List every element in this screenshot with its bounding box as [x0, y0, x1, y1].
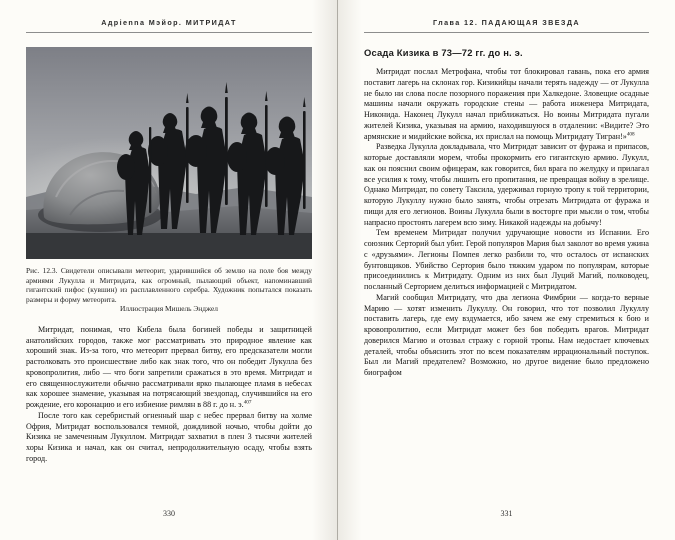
right-page: [338, 0, 675, 540]
right-running-head: [364, 18, 649, 33]
left-footnote-marker-1: 407: [243, 399, 252, 406]
right-paragraph-1: [364, 67, 649, 142]
right-folio: 331: [500, 509, 513, 518]
figure-illustration: [26, 47, 312, 259]
right-paragraph-4: Магий сообщил Митридату, что два легиона Фимбрии — когда-то верные Марию — хотят изменить Лукуллу. Он говорил, что тот позволил Лукуллу поставить лагерь, где ему вздумается, ибо зачем же ему стремиться к бою и кровопролитию, если Митридат может без боя победить врагов. Митридат доверился Магию и отозвал стражу с горной тропы. Нам недостает ключевых деталей, чтобы объяснить этот по всем показателям иррациональный поступок. Был ли Магий предателем? Возможно, но другое видение было предложено биографом: [364, 292, 649, 377]
left-paragraph-1-text: Митридат, понимая, что Кибела была богиней победы и защитницей анатолийских городов, также мог рассматривать это природное явление как хороший знак. Из-за того, что метеорит прервал битву, его предсказатели могли растолковать это происшествие либо как знак того, что он победит Лукулла без кровопролития, либо — что боги запретили сражаться в это время. Митридат и его священнослужители обычно рассматривали ярко пылающее пламя в небесах как хорошее знамение, указывая на потрясающий звездопад, случившийся на его рождение, его коронацию и его избиение римлян в 88 г. до н. э.: [26, 324, 312, 410]
right-footnote-marker-1: 408: [626, 130, 635, 137]
right-paragraph-3: Тем временем Митридат получил удручающие новости из Испании. Его союзник Серторий был убит. Герой популяров Мария был заколот во время ужина с «друзьями». Легионы Помпея легко разбили то, что осталось от испанских бунтовщиков. Убийство Сертория было тяжким ударом по популярам, которые присоединились к Митридату. Одним из них был Луций Магий, полководец, посланный Серторием делиться информацией с Митридатом.: [364, 228, 649, 291]
right-running-head-text: Глава 12. ПАДАЮЩАЯ ЗВЕЗДА: [433, 18, 580, 27]
left-folio: 330: [163, 509, 175, 518]
section-title: Осада Кизика в 73—72 гг. до н. э.: [364, 47, 523, 58]
right-paragraph-1-text: Митридат послал Метрофана, чтобы тот блокировал гавань, пока его армия поставит лагерь на склонах гор. Кизикийцы начали терять надежду — от Лукулла не было ни слова после позорного поражения при Халкедоне. Зловещие осадные машины начали окружать городские стены — работа инженера Митридата, Никонида. Наконец Лукулл начал приближаться. Но воины Митридата пугали жителей Кизика, указывая на армию, находившуюся в отдалении: «Видите? Это армянские и мидийские войска, их прислал на помощь Митридату Тигран!»: [364, 67, 649, 141]
left-running-head-text: Адрienna Мэйор. МИТРИДАТ: [101, 18, 237, 27]
figure-meteorite-battlefield: [26, 47, 312, 259]
right-paragraph-2: Разведка Лукулла докладывала, что Митридат зависит от фуража и припасов, которые доставляли морем, чтобы прокормить его гигантскую армию. Лукулл, как он пояснил своим офицерам, как говорится, бил врага по желудку и прилагал все усилия к тому, чтобы лишить его пропитания, не превращая войну в зрелище. Однако Митридат, по совету Таксила, удерживал горную тропу к той территории, которую Лукуллу нужно было занять, чтобы отрезать Митридата от фуража и пищи для его легионов. Воины Лукулла были в восторге при мысли о том, чтобы напрасно простоять лагерем всю зиму. Никакой надежды на добычу!: [364, 142, 649, 227]
left-running-head: [26, 18, 312, 33]
figure-caption-credit: Иллюстрация Мишель Энджел: [120, 304, 218, 314]
figure-caption-main: Рис. 12.3. Свидетели описывали метеорит, ударившийся об землю на поле боя между армиями Лукулла и Митридата, как огромный, пылающий объект, напоминавший гигантский пифос (кувшин) из расплавленного серебра. Художник попытался показать размеры и форму метеорита.: [26, 266, 312, 304]
left-paragraph-1: [26, 325, 312, 411]
figure-caption: [26, 266, 312, 314]
left-paragraph-2: После того как серебристый огненный шар с небес прервал битву на холме Офрия, Митридат воспользовался темной, дождливой ночью, чтобы дойти до Кизика не замеченным Лукуллом. Митридат захватил в плен 3 тысячи жителей хоры Кизика и начал, как он считал, непродолжительную осаду, чтобы взять город.: [26, 410, 312, 463]
